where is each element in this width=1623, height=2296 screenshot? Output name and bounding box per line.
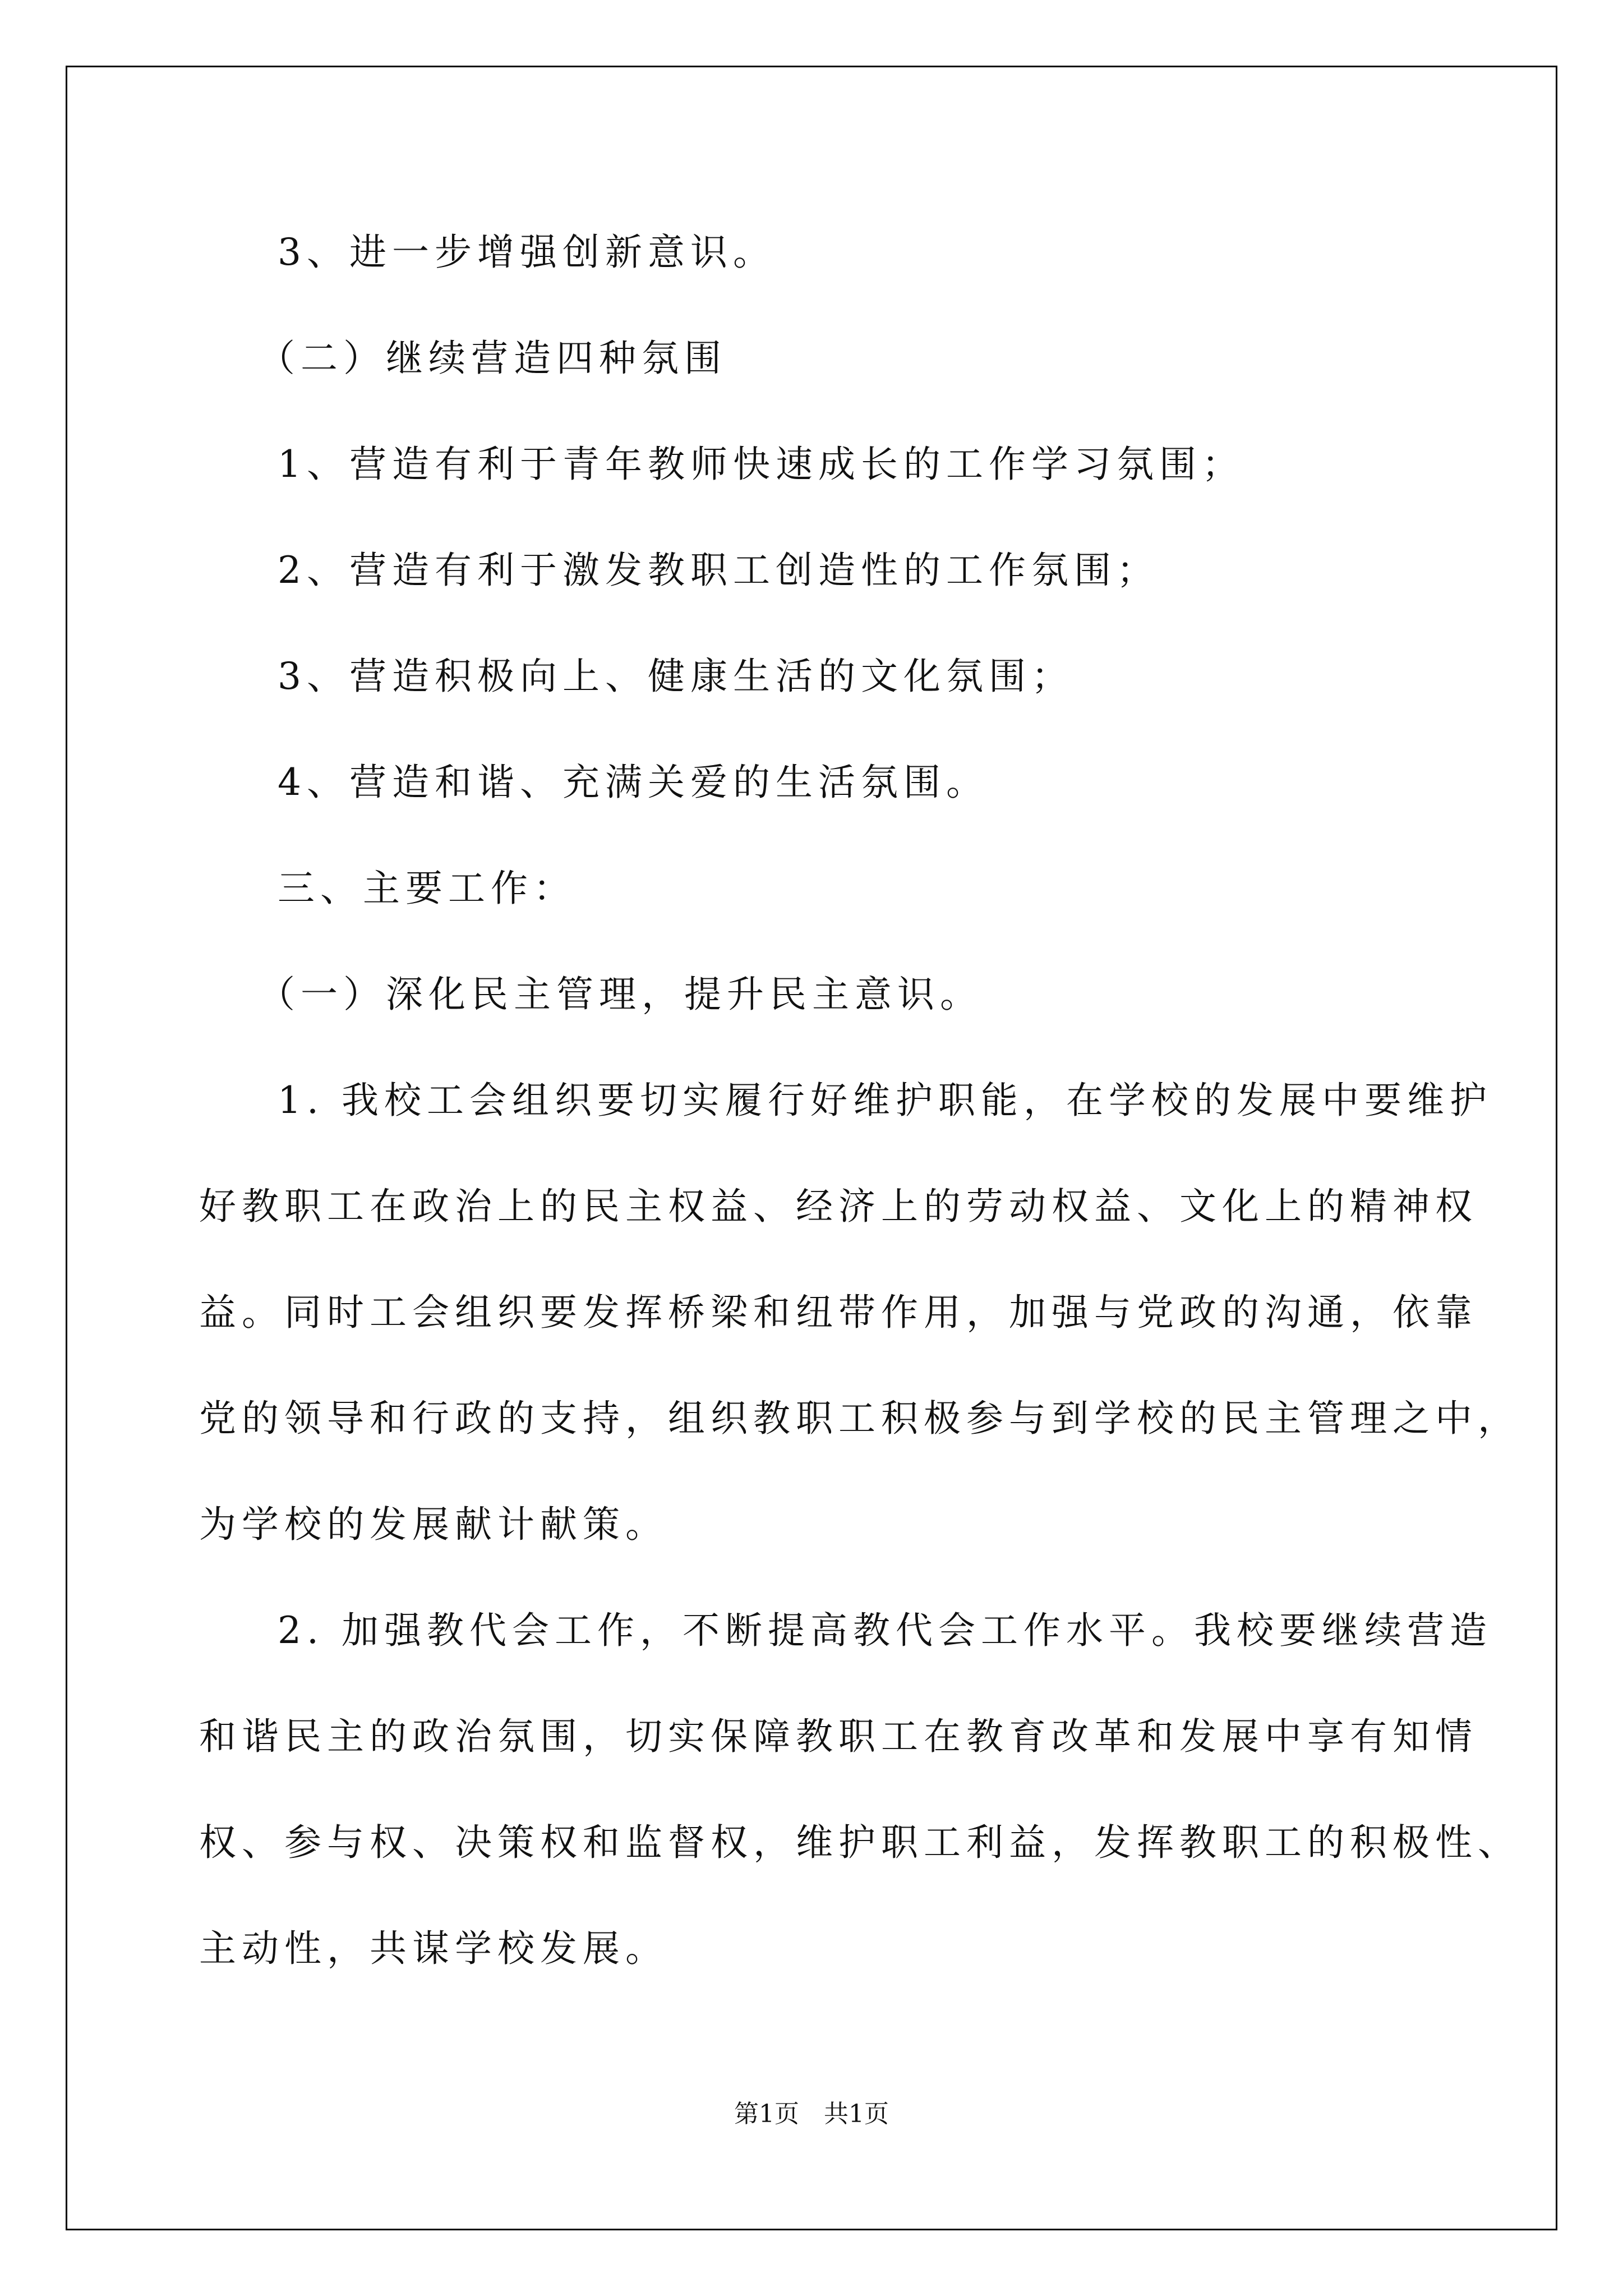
- section-heading: （一）深化民主管理，提升民主意识。: [258, 973, 983, 1016]
- page-border: [66, 66, 1557, 2230]
- text-line: 3、营造积极向上、健康生活的文化氛围；: [278, 655, 1074, 698]
- text-line: 3、进一步增强创新意识。: [278, 231, 776, 274]
- text-line: 1、营造有利于青年教师快速成长的工作学习氛围；: [278, 443, 1244, 486]
- section-heading: （二）继续营造四种氛围: [258, 337, 727, 380]
- paragraph-line: 权、参与权、决策权和监督权，维护职工利益，发挥教职工的积极性、: [199, 1821, 1520, 1864]
- section-heading: 三、主要工作：: [278, 867, 576, 910]
- text-line: 4、营造和谐、充满关爱的生活氛围。: [278, 761, 989, 804]
- paragraph-line: 益。同时工会组织要发挥桥梁和纽带作用，加强与党政的沟通，依靠: [199, 1291, 1478, 1334]
- paragraph-line: 为学校的发展献计献策。: [199, 1503, 668, 1546]
- text-line: 2、营造有利于激发教职工创造性的工作氛围；: [278, 549, 1159, 592]
- paragraph-line: 和谐民主的政治氛围，切实保障教职工在教育改革和发展中享有知情: [199, 1715, 1478, 1758]
- paragraph-line: 好教职工在政治上的民主权益、经济上的劳动权益、文化上的精神权: [199, 1185, 1478, 1228]
- paragraph-line: 主动性，共谋学校发展。: [199, 1927, 668, 1970]
- paragraph-line: 2. 加强教代会工作，不断提高教代会工作水平。我校要继续营造: [278, 1609, 1492, 1652]
- page-footer: 第1页 共1页: [734, 2100, 889, 2128]
- paragraph-line: 党的领导和行政的支持，组织教职工积极参与到学校的民主管理之中，: [199, 1397, 1520, 1440]
- paragraph-line: 1. 我校工会组织要切实履行好维护职能，在学校的发展中要维护: [278, 1079, 1492, 1122]
